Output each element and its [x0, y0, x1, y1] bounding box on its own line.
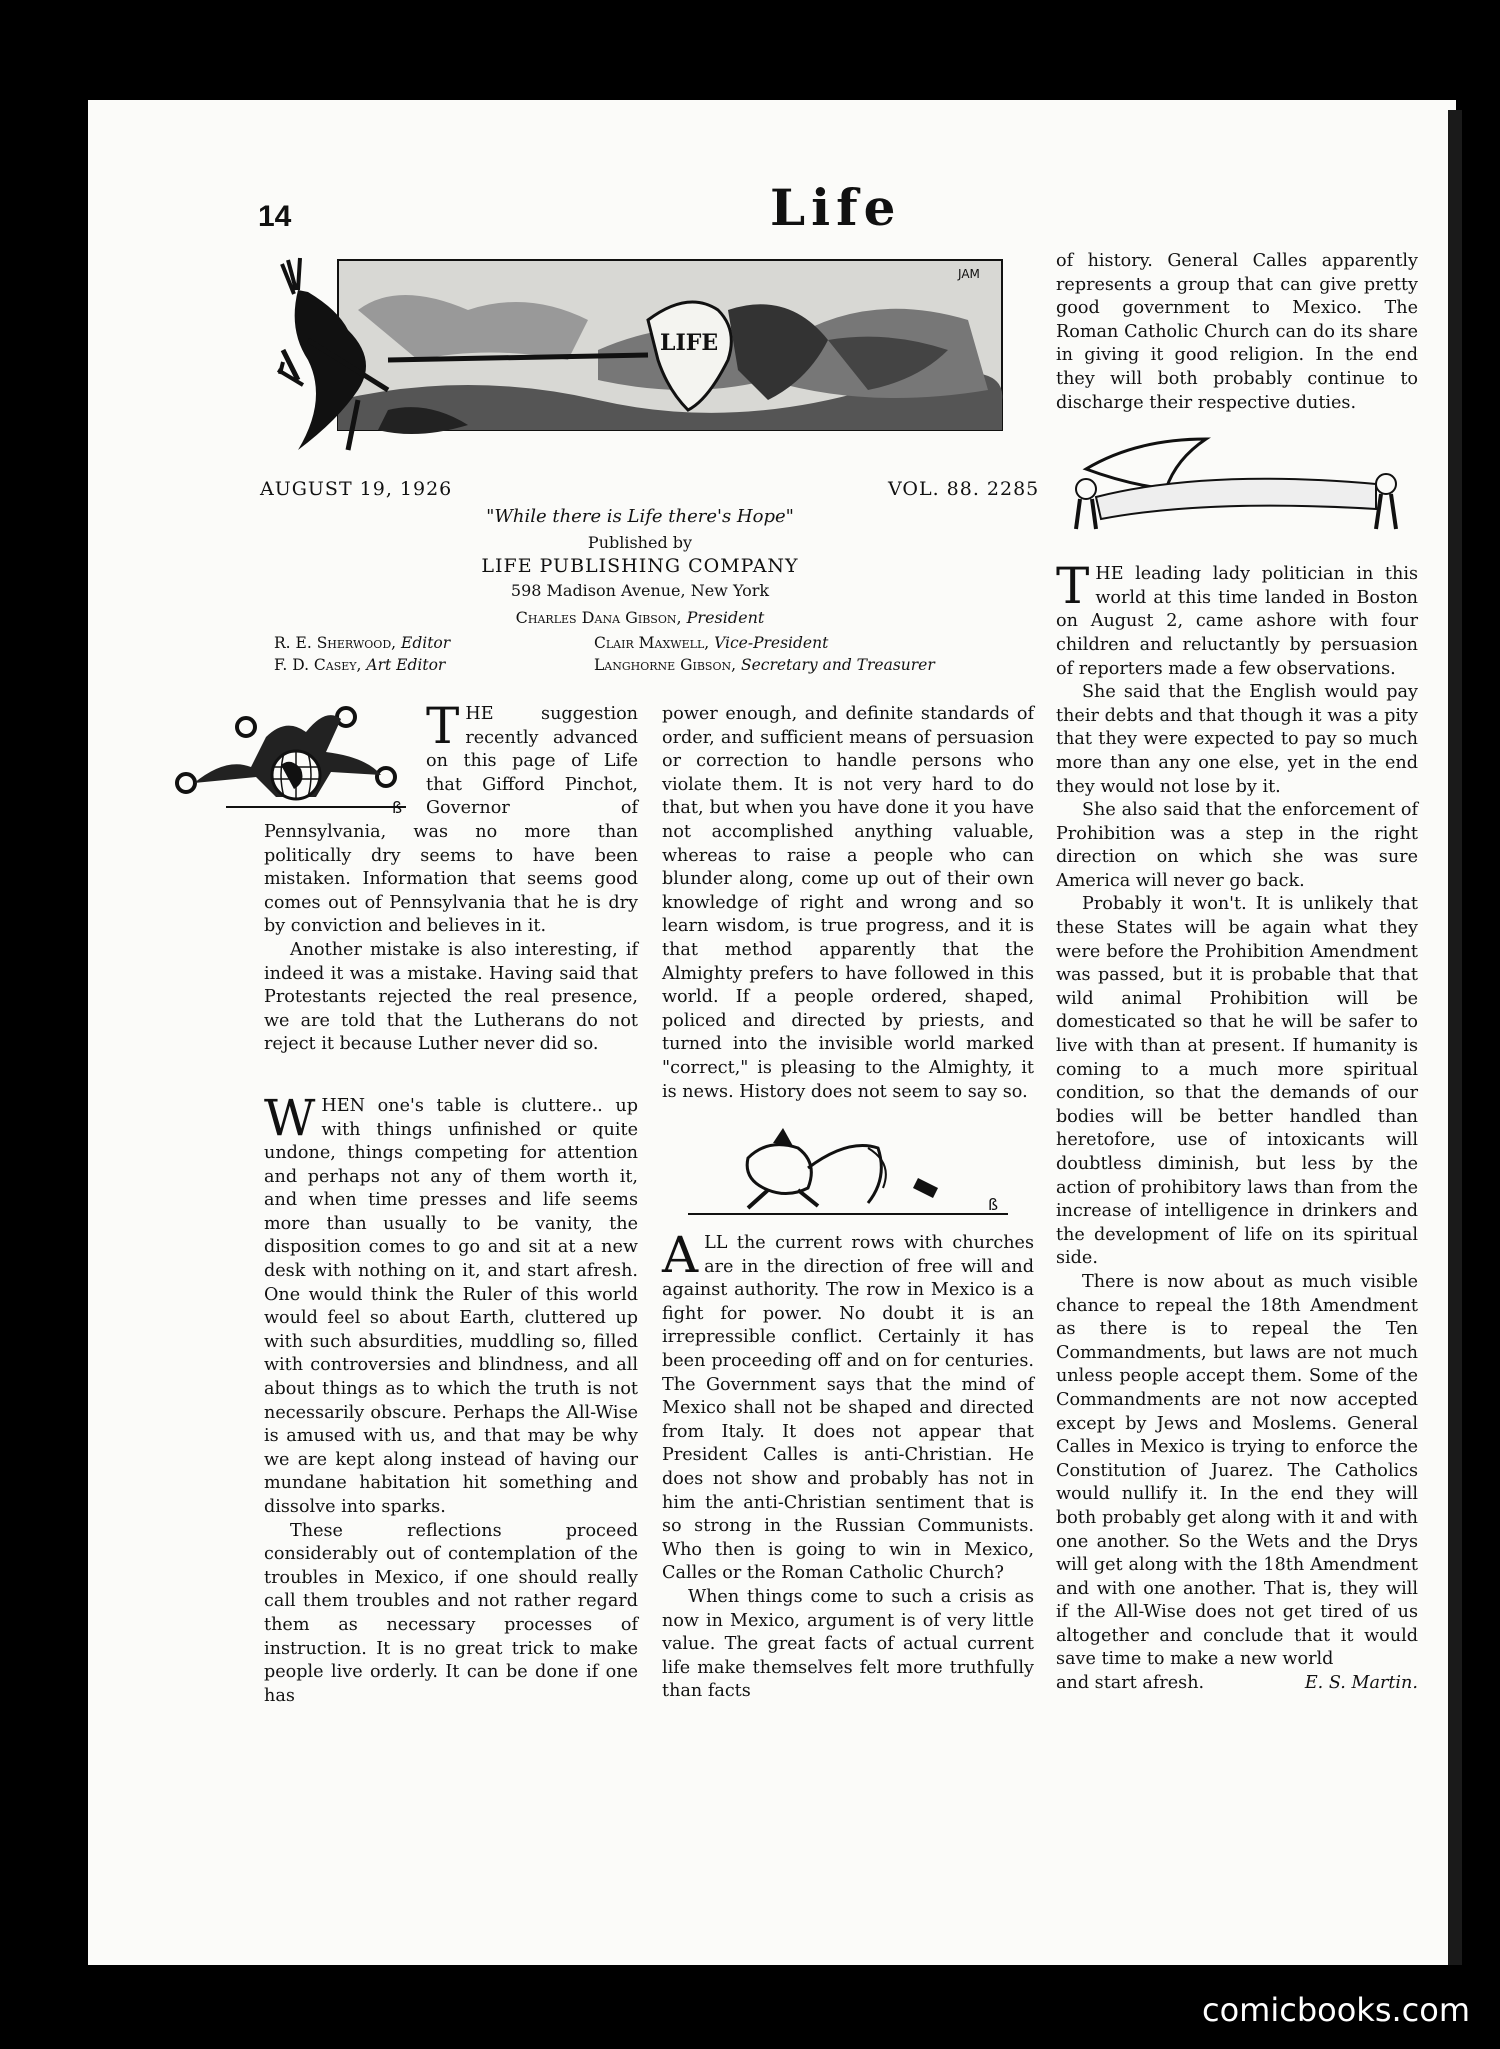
- paragraph: HE leading lady politician in this world at this time landed in Boston on August 2, came ashore with four children and reluctantly by persuasion of reporters made a few observations.: [1056, 564, 1418, 679]
- column-2: [662, 703, 1034, 1704]
- dropcap-a: A: [662, 1226, 699, 1285]
- column-3: [1056, 250, 1418, 1696]
- president-title: President: [681, 608, 765, 627]
- issue-volume: VOL. 88. 2285: [888, 478, 1040, 500]
- president-name: Charles Dana Gibson,: [515, 608, 682, 627]
- secretary-name: Langhorne Gibson,: [594, 656, 737, 674]
- banner-illustration: [268, 250, 1008, 468]
- dropcap-t2: T: [1056, 557, 1090, 616]
- closing-line: [1056, 1672, 1418, 1696]
- paragraph: These reflections proceed considerably out of contemplation of the troubles in Mexico, if one should really call them troubles and not rather regard them as necessary processes of instruction. It is no great trick to make people live orderly. It can be done if one has: [264, 1520, 638, 1706]
- editors-block: [274, 632, 450, 676]
- vp-name: Clair Maxwell,: [594, 634, 710, 652]
- column-1: [264, 697, 638, 1708]
- paragraph: HEN one's table is cluttere.. up with things unfinished or quite undone, things competing for attention and perhaps not any of them worth it, and when time presses and life seems more than usually to be vanity, the disposition comes to go and sit at a new desk with nothing on it, and start afresh. One would think the Ruler of this world would feel so about Earth, cluttered up with such absurdities, muddling so, filled with controversies and blindness, and all about things as to which the truth is not necessarily obscure. Perhaps the All-Wise is amused with us, and that may be why we are kept along instead of having our mundane habitation hit something and dissolve into sparks.: [264, 1095, 638, 1517]
- shield-text: LIFE: [660, 330, 719, 356]
- officers-block: [594, 632, 935, 676]
- paragraph: She said that the English would pay their debts and that though it was a pity that they were expected to pay so much more than any one else, yet in the end they would not lose by it.: [1056, 682, 1418, 797]
- editor-name: R. E. Sherwood,: [274, 634, 397, 652]
- paragraph: Probably it won't. It is unlikely that these States will be again what they were before the Prohibition Amendment was passed, but it is probable that that wild animal Prohibition will be domesticated so that he will be safer to live with than at present. If humanity is coming to a much more spiritual condition, so that the demands of our bodies will be better handled than heretofore, use of intoxicants will doubtless diminish, but less by the action of prohibitory laws than from the increase of intelligence in drinkers and the development of life on its spiritual side.: [1056, 894, 1418, 1269]
- issue-date: AUGUST 19, 1926: [260, 478, 453, 500]
- vp-title: Vice-President: [709, 634, 829, 652]
- published-by: Published by: [587, 533, 693, 552]
- svg-text:ß: ß: [392, 798, 403, 817]
- paragraph: There is now about as much visible chance to repeal the 18th Amendment as there is to repeal the Ten Commandments, but laws are not much unless people accept them. Some of the Commandments are not now accepted except by Jews and Moslems. General Calles in Mexico is trying to enforce the Constitution of Juarez. The Catholics would nullify it. In the end they will both probably get along with it and with one another. So the Wets and the Drys will get along with the 18th Amendment and with one another. That is, they will if the All-Wise does not get tired of us altogether and conclude that it would save time to make a new world: [1056, 1271, 1418, 1670]
- artist-signature: JAM: [958, 267, 980, 281]
- banner-carriers-illustration: [1056, 429, 1418, 549]
- paragraph: She also said that the enforcement of Prohibition was a step in the right direction on which she was sure America will never go back.: [1056, 800, 1418, 891]
- art-editor-name: F. D. Casey,: [274, 656, 362, 674]
- jester-globe-illustration: [156, 697, 426, 819]
- paragraph: of history. General Calles apparently represents a group that can give pretty good government to Mexico. The Roman Catholic Church can do its share in giving it good religion. In the end they will both probably continue to discharge their respective duties.: [1056, 251, 1418, 413]
- publishing-company: LIFE PUBLISHING COMPANY: [481, 555, 799, 577]
- svg-text:ß: ß: [988, 1195, 999, 1215]
- paragraph: HE suggestion recently advanced on this page of Life that Gifford Pinchot, Governor of Pennsylvania, was no more than politically dry seems to have been mistaken. Information that seems good comes out of Pennsylvania that he is dry by conviction and believes in it.: [264, 704, 638, 937]
- paragraph: Another mistake is also interesting, if indeed it was a mistake. Having said that Protestants rejected the real presence, we are told that the Lutherans do not reject it because Luther never did so.: [264, 939, 638, 1055]
- paragraph: LL the current rows with churches are in the direction of free will and against authority. The row in Mexico is a fight for power. No doubt it is an irrepressible conflict. Certainly it has been proceeding off and on for centuries. The Government says that the mind of Mexico shall not be shaped and directed from Italy. It does not appear that President Calles is anti-Christian. He does not show and probably has not in him the anti-Christian sentiment that is so strong in the Russian Communists. Who then is going to win in Mexico, Calles or the Roman Catholic Church?: [662, 1233, 1034, 1584]
- page-spine-edge: [1448, 110, 1462, 1965]
- running-figure-illustration: [688, 1118, 1008, 1218]
- editor-title: Editor: [396, 634, 451, 652]
- closing-text: and start afresh.: [1056, 1673, 1205, 1694]
- paragraph: When things come to such a crisis as now in Mexico, argument is of very little value. The great facts of actual current life make themselves felt more truthfully than facts: [662, 1587, 1034, 1702]
- dropcap-w: W: [264, 1088, 316, 1147]
- paragraph: power enough, and definite standards of order, and sufficient means of persuasion or correction to handle persons who violate them. It is not very hard to do that, but when you have done it you have not accomplished anything valuable, whereas to raise a people who can blunder along, come up out of their own knowledge of right and wrong and so learn wisdom, is true progress, and it is that method apparently that the Almighty prefers to have followed in this world. If a people ordered, shaped, policed and directed by priests, and turned into the invisible world marked "correct," is pleasing to the Almighty, it is news. History does not seem to say so.: [662, 704, 1034, 1102]
- motto: "While there is Life there's Hope": [486, 506, 794, 527]
- page-number: 14: [258, 200, 292, 233]
- secretary-title: Secretary and Treasurer: [736, 656, 935, 674]
- watermark: comicbooks.com: [1201, 1991, 1470, 2029]
- publisher-address: 598 Madison Avenue, New York: [510, 581, 770, 600]
- art-editor-title: Art Editor: [361, 656, 446, 674]
- president-line: [270, 608, 1010, 627]
- masthead-title: Life: [770, 178, 902, 237]
- dropcap-t: T: [426, 697, 460, 755]
- author-signature: E. S. Martin.: [1304, 1673, 1418, 1694]
